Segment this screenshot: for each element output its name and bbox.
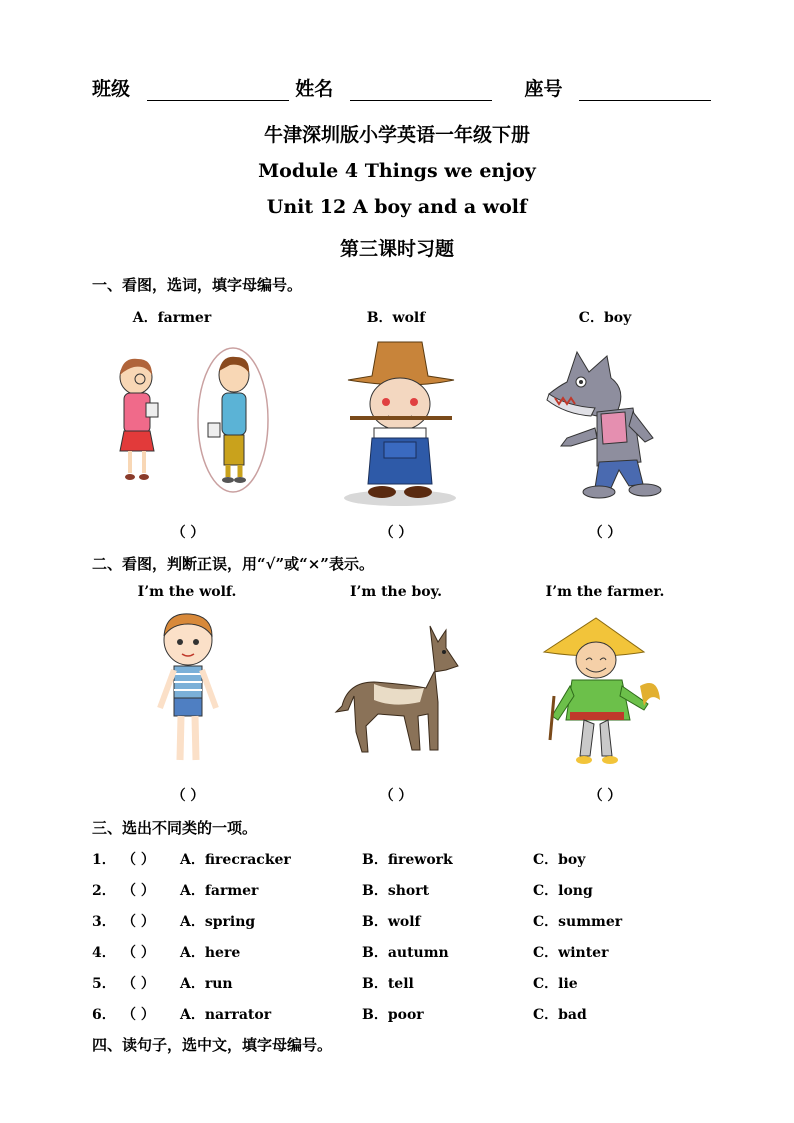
question-row [92,911,712,931]
judge-blank-3[interactable]: （ ） [588,788,622,804]
option-b: B．poor [362,1007,424,1023]
section4-heading: 四、读句子，选中文，填字母编号。 [92,1036,333,1054]
option-a: A．here [180,945,241,961]
question-number: 6． [92,1007,116,1023]
option-b: B．wolf [362,914,421,930]
answer-blank-1[interactable]: （ ） [171,525,205,541]
option-b: B．autumn [362,945,449,961]
student-info-header [92,74,711,101]
section1-heading: 一、看图，选词，填字母编号。 [92,276,303,294]
girl-and-boy-picture [106,345,276,495]
question-row [92,942,712,962]
boy-picture [150,610,226,772]
option-b-label: B．wolf [366,310,426,326]
question-row [92,1004,712,1024]
farmer-picture [338,338,463,508]
book-title: 牛津深圳版小学英语一年级下册 [263,124,530,146]
option-c: C．lie [533,976,578,992]
option-b: B．short [362,883,430,899]
answer-blank-2[interactable]: （ ） [379,525,413,541]
seat-label: 座号 [524,78,563,100]
option-a: A．spring [180,914,256,930]
judge-blank-2[interactable]: （ ） [379,788,413,804]
question-blank[interactable]: （ ） [122,945,155,961]
option-a: A．narrator [180,1007,272,1023]
question-blank[interactable]: （ ） [122,852,155,868]
judge-blank-1[interactable]: （ ） [171,788,205,804]
name-field[interactable] [350,79,492,101]
question-blank[interactable]: （ ） [122,914,155,930]
caption-2: I’m the boy. [349,584,443,600]
question-blank[interactable]: （ ） [122,1007,155,1023]
question-number: 1． [92,852,116,868]
option-b: B．tell [362,976,414,992]
class-field[interactable] [147,79,289,101]
class-label: 班级 [92,78,131,100]
name-label: 姓名 [295,78,334,100]
option-c: C．long [533,883,593,899]
question-number: 3． [92,914,116,930]
question-number: 4． [92,945,116,961]
option-a: A．run [180,976,233,992]
lesson-title: 第三课时习题 [339,238,454,260]
option-b: B．firework [362,852,453,868]
question-number: 5． [92,976,116,992]
question-row [92,880,712,900]
module-title: Module 4 Things we enjoy [258,160,536,182]
question-blank[interactable]: （ ） [122,883,155,899]
option-c-label: C．boy [578,310,632,326]
section3-heading: 三、选出不同类的一项。 [92,819,258,837]
option-a-label: A．farmer [132,310,212,326]
option-c: C．bad [533,1007,587,1023]
option-a: A．firecracker [180,852,291,868]
option-c: C．winter [533,945,609,961]
option-c: C．boy [533,852,586,868]
unit-title: Unit 12 A boy and a wolf [266,196,528,218]
section2-heading: 二、看图，判断正误，用“√”或“×”表示。 [92,555,374,573]
question-blank[interactable]: （ ） [122,976,155,992]
seat-field[interactable] [579,79,711,101]
caption-3: I’m the farmer. [545,584,665,600]
option-c: C．summer [533,914,623,930]
question-row [92,849,712,869]
cartoon-wolf-picture [537,342,682,504]
question-number: 2． [92,883,116,899]
caption-1: I’m the wolf. [137,584,237,600]
option-a: A．farmer [180,883,259,899]
wolf-picture [334,622,464,762]
answer-blank-3[interactable]: （ ） [588,525,622,541]
farmer-with-hat-picture [540,616,668,766]
question-row [92,973,712,993]
